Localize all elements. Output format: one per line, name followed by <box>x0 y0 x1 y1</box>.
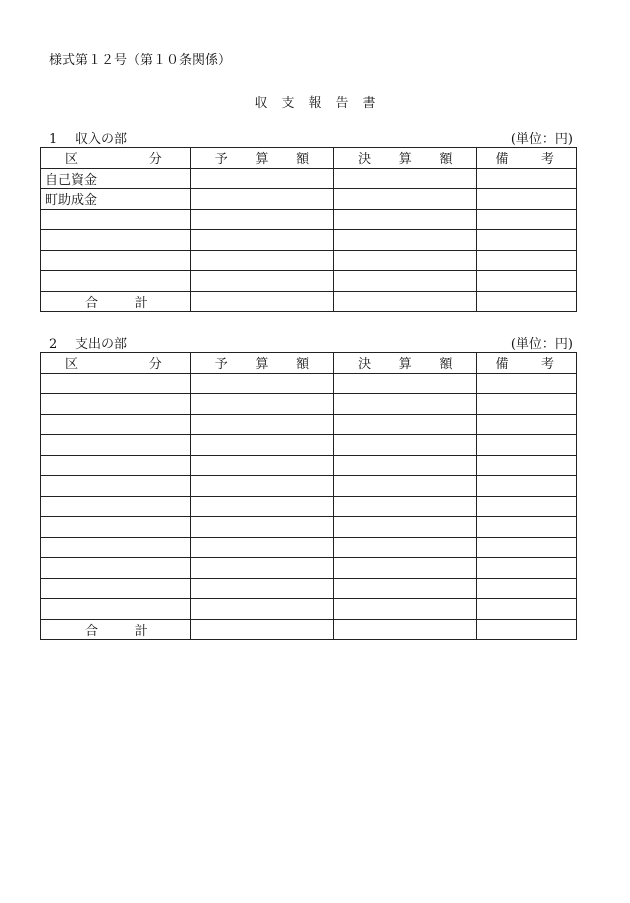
row-label-cell <box>41 455 191 476</box>
amount-cell[interactable] <box>190 537 333 558</box>
amount-cell[interactable] <box>477 271 577 292</box>
amount-cell[interactable] <box>477 209 577 230</box>
table-header-row <box>41 148 577 169</box>
table-row <box>41 517 577 538</box>
total-row <box>41 619 577 640</box>
amount-cell[interactable] <box>334 517 477 538</box>
table-row <box>41 435 577 456</box>
column-header: 備 考 <box>477 353 577 374</box>
amount-cell[interactable] <box>190 476 333 497</box>
income-section-heading <box>49 128 573 147</box>
table-row <box>41 394 577 415</box>
table-row <box>41 250 577 271</box>
table-row <box>41 230 577 251</box>
column-header: 予 算 額 <box>190 148 333 169</box>
amount-cell[interactable] <box>334 558 477 579</box>
column-header: 区 分 <box>41 353 191 374</box>
document-title <box>0 92 630 111</box>
amount-cell[interactable] <box>190 373 333 394</box>
amount-cell[interactable] <box>190 578 333 599</box>
amount-cell[interactable] <box>190 189 333 210</box>
amount-cell[interactable] <box>334 168 477 189</box>
amount-cell[interactable] <box>477 373 577 394</box>
total-label-cell: 合 計 <box>41 291 191 312</box>
table-row <box>41 209 577 230</box>
title-char: 収 <box>254 96 268 111</box>
amount-cell[interactable] <box>334 476 477 497</box>
table-row <box>41 537 577 558</box>
amount-cell[interactable] <box>477 230 577 251</box>
amount-cell[interactable] <box>477 291 577 312</box>
amount-cell[interactable] <box>190 455 333 476</box>
amount-cell[interactable] <box>477 414 577 435</box>
form-number: 様式第１２号（第１０条関係） <box>49 53 232 68</box>
amount-cell[interactable] <box>334 496 477 517</box>
amount-cell[interactable] <box>334 599 477 620</box>
table-row <box>41 599 577 620</box>
title-char: 告 <box>335 96 349 111</box>
amount-cell[interactable] <box>190 619 333 640</box>
table-row <box>41 455 577 476</box>
table-row <box>41 373 577 394</box>
expense-section-heading <box>49 333 573 352</box>
amount-cell[interactable] <box>477 578 577 599</box>
amount-cell[interactable] <box>190 209 333 230</box>
table-row <box>41 578 577 599</box>
amount-cell[interactable] <box>334 291 477 312</box>
row-label-cell: 町助成金 <box>41 189 191 210</box>
amount-cell[interactable] <box>190 271 333 292</box>
amount-cell[interactable] <box>334 271 477 292</box>
amount-cell[interactable] <box>334 578 477 599</box>
row-label-cell <box>41 476 191 497</box>
amount-cell[interactable] <box>477 517 577 538</box>
amount-cell[interactable] <box>190 517 333 538</box>
amount-cell[interactable] <box>477 476 577 497</box>
table-row <box>41 189 577 210</box>
table-row <box>41 476 577 497</box>
row-label-cell <box>41 271 191 292</box>
row-label-cell <box>41 414 191 435</box>
title-char: 支 <box>281 96 295 111</box>
amount-cell[interactable] <box>334 414 477 435</box>
amount-cell[interactable] <box>190 558 333 579</box>
amount-cell[interactable] <box>477 435 577 456</box>
column-header: 決 算 額 <box>334 148 477 169</box>
column-header: 備 考 <box>477 148 577 169</box>
amount-cell[interactable] <box>334 373 477 394</box>
amount-cell[interactable] <box>477 558 577 579</box>
table-row <box>41 414 577 435</box>
table-row <box>41 271 577 292</box>
amount-cell[interactable] <box>190 250 333 271</box>
amount-cell[interactable] <box>477 537 577 558</box>
amount-cell[interactable] <box>190 414 333 435</box>
amount-cell[interactable] <box>190 291 333 312</box>
table-row <box>41 168 577 189</box>
amount-cell[interactable] <box>334 189 477 210</box>
amount-cell[interactable] <box>190 230 333 251</box>
amount-cell[interactable] <box>477 250 577 271</box>
row-label-cell <box>41 578 191 599</box>
income-table <box>40 147 577 312</box>
title-char: 報 <box>308 96 322 111</box>
amount-cell[interactable] <box>334 455 477 476</box>
section-label: 収入の部 <box>75 132 128 147</box>
amount-cell[interactable] <box>477 619 577 640</box>
column-header: 予 算 額 <box>190 353 333 374</box>
row-label-cell <box>41 435 191 456</box>
unit-label: (単位：円) <box>510 337 573 352</box>
amount-cell[interactable] <box>477 599 577 620</box>
amount-cell[interactable] <box>334 435 477 456</box>
amount-cell[interactable] <box>477 394 577 415</box>
table-header-row <box>41 353 577 374</box>
unit-label: (単位：円) <box>510 132 573 147</box>
amount-cell[interactable] <box>190 496 333 517</box>
row-label-cell: 自己資金 <box>41 168 191 189</box>
title-char: 書 <box>362 96 376 111</box>
row-label-cell <box>41 517 191 538</box>
row-label-cell <box>41 496 191 517</box>
column-header: 区 分 <box>41 148 191 169</box>
amount-cell[interactable] <box>477 496 577 517</box>
row-label-cell <box>41 230 191 251</box>
row-label-cell <box>41 599 191 620</box>
amount-cell[interactable] <box>334 537 477 558</box>
amount-cell[interactable] <box>334 619 477 640</box>
row-label-cell <box>41 537 191 558</box>
amount-cell[interactable] <box>190 168 333 189</box>
amount-cell[interactable] <box>334 209 477 230</box>
table-row <box>41 558 577 579</box>
section-number: 1 <box>49 132 58 147</box>
total-row <box>41 291 577 312</box>
section-label: 支出の部 <box>75 337 128 352</box>
amount-cell[interactable] <box>334 394 477 415</box>
row-label-cell <box>41 558 191 579</box>
total-label-cell: 合 計 <box>41 619 191 640</box>
row-label-cell <box>41 250 191 271</box>
expense-table <box>40 352 577 640</box>
amount-cell[interactable] <box>190 599 333 620</box>
amount-cell[interactable] <box>190 435 333 456</box>
amount-cell[interactable] <box>477 189 577 210</box>
amount-cell[interactable] <box>334 250 477 271</box>
table-row <box>41 496 577 517</box>
row-label-cell <box>41 209 191 230</box>
row-label-cell <box>41 394 191 415</box>
column-header: 決 算 額 <box>334 353 477 374</box>
amount-cell[interactable] <box>477 455 577 476</box>
amount-cell[interactable] <box>190 394 333 415</box>
row-label-cell <box>41 373 191 394</box>
section-number: 2 <box>49 337 58 352</box>
amount-cell[interactable] <box>334 230 477 251</box>
amount-cell[interactable] <box>477 168 577 189</box>
